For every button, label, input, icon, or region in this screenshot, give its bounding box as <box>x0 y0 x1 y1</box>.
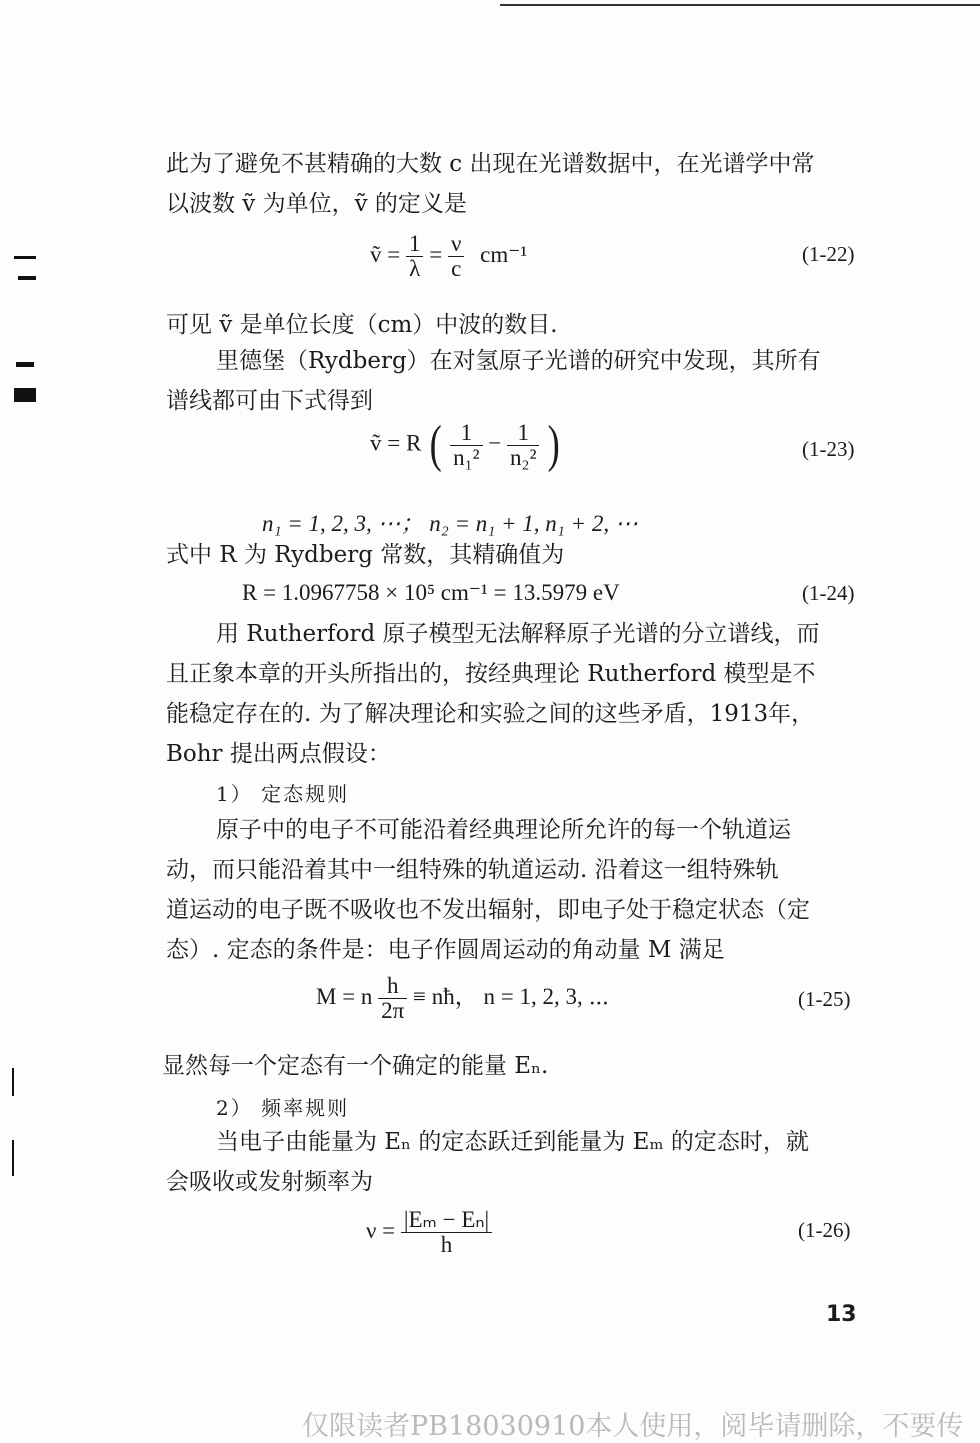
equation-1-24: R = 1.0967758 × 10⁵ cm⁻¹ = 13.5979 eV <box>242 580 620 605</box>
margin-mark <box>12 1140 14 1176</box>
denominator: h <box>440 1232 453 1257</box>
text-line: 当电子由能量为 Eₙ 的定态跃迁到能量为 Eₘ 的定态时，就 <box>216 1129 809 1155</box>
top-rule <box>500 4 980 6</box>
equals-sign: = <box>429 241 443 267</box>
text-line: 原子中的电子不可能沿着经典理论所允许的每一个轨道运 <box>216 817 791 843</box>
text-line: 谱线都可由下式得到 <box>166 388 373 414</box>
page-number: 13 <box>826 1302 857 1327</box>
text-line: 动，而只能沿着其中一组特殊的轨道运动. 沿着这一组特殊轨 <box>166 857 779 883</box>
unit: cm⁻¹ <box>480 241 528 267</box>
equation-number: (1-25) <box>798 987 851 1011</box>
text-line: 且正象本章的开头所指出的，按经典理论 Rutherford 模型是不 <box>166 661 816 687</box>
paragraph-2: 可见 ṽ 是单位长度（cm）中波的数目. <box>166 312 558 338</box>
equation-1-23 <box>370 416 563 473</box>
eq-lhs: ṽ = <box>370 241 401 267</box>
paragraph-6 <box>166 810 810 970</box>
margin-mark <box>12 1068 14 1096</box>
text-line: Bohr 提出两点假设： <box>166 741 391 767</box>
fraction <box>448 232 464 281</box>
numerator: 1 <box>406 232 424 257</box>
watermark: 仅限读者PB18030910本人使用，阅毕请删除，不要传 <box>302 1411 964 1442</box>
paragraph-8 <box>166 1122 809 1202</box>
minus-sign: − <box>488 430 502 456</box>
paragraph-3 <box>166 341 821 421</box>
equation-1-22 <box>370 232 527 281</box>
margin-mark <box>14 388 36 402</box>
eq-rhs: ≡ nħ， n = 1, 2, 3, ⋯ <box>413 983 610 1009</box>
equation-1-26 <box>366 1208 492 1257</box>
text-line: 此为了避免不甚精确的大数 c 出现在光谱数据中，在光谱学中常 <box>166 151 815 177</box>
right-paren: ) <box>547 416 560 473</box>
equation-n-values: n₁ = 1, 2, 3, ⋯； n₂ = n₁ + 1, n₁ + 2, ⋯ <box>262 511 638 536</box>
text-line: 以波数 ṽ 为单位，ṽ 的定义是 <box>166 191 467 217</box>
equation-number: (1-26) <box>798 1218 851 1242</box>
denominator: 2π <box>381 998 405 1023</box>
numerator: |Eₘ − Eₙ| <box>401 1208 492 1233</box>
text-line: 会吸收或发射频率为 <box>166 1169 373 1195</box>
margin-mark <box>18 276 36 280</box>
numerator: ν <box>448 232 464 257</box>
denominator: n₁² <box>453 444 480 470</box>
text-line: 里德堡（Rydberg）在对氢原子光谱的研究中发现，其所有 <box>216 348 821 374</box>
fraction <box>378 974 407 1023</box>
equation-number: (1-24) <box>802 581 855 605</box>
numerator: 1 <box>507 421 539 446</box>
eq-lhs: M = n <box>316 983 373 1009</box>
equation-number: (1-22) <box>802 242 855 266</box>
paragraph-5 <box>166 614 820 774</box>
fraction <box>450 421 482 470</box>
text-line: 道运动的电子既不吸收也不发出辐射，即电子处于稳定状态（定 <box>166 897 810 923</box>
denominator: n₂² <box>510 444 537 470</box>
margin-mark <box>14 256 36 259</box>
denominator: c <box>451 256 462 281</box>
eq-lhs: ν = <box>366 1217 396 1243</box>
left-paren: ( <box>429 416 442 473</box>
section-heading: 2） 频率规则 <box>216 1096 350 1120</box>
paragraph-1 <box>166 144 815 224</box>
numerator: h <box>378 974 407 999</box>
equation-number: (1-23) <box>802 437 855 461</box>
fraction <box>401 1208 492 1257</box>
fraction <box>507 421 539 470</box>
equation-1-25 <box>316 974 609 1023</box>
numerator: 1 <box>450 421 482 446</box>
section-heading: 1） 定态规则 <box>216 782 350 806</box>
eq-lhs: ṽ = R <box>370 430 422 456</box>
text-line: 态）. 定态的条件是：电子作圆周运动的角动量 M 满足 <box>166 937 725 963</box>
fraction <box>406 232 424 281</box>
text-line: 用 Rutherford 原子模型无法解释原子光谱的分立谱线，而 <box>216 621 820 647</box>
margin-mark <box>16 362 34 367</box>
denominator: λ <box>409 256 421 281</box>
paragraph-7: 显然每一个定态有一个确定的能量 Eₙ. <box>162 1053 549 1079</box>
text-line: 能稳定存在的. 为了解决理论和实验之间的这些矛盾，1913年， <box>166 701 815 727</box>
paragraph-4: 式中 R 为 Rydberg 常数，其精确值为 <box>166 542 565 568</box>
